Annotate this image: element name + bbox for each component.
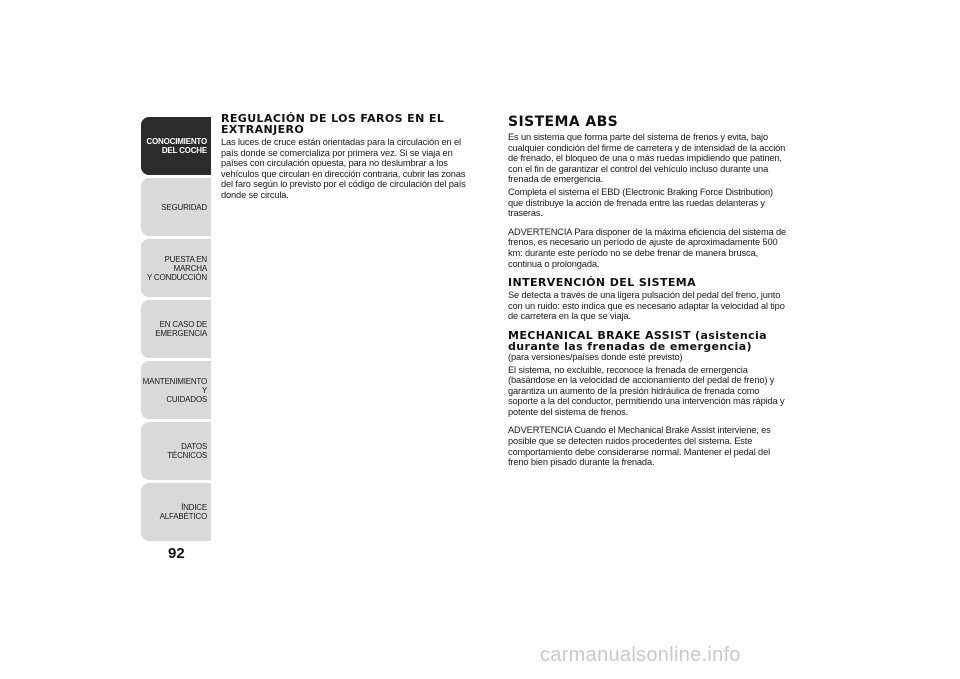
paragraph-faros: Las luces de cruce están orientadas para la circulación en el país donde se comercializa por primera vez. Si se viaja en países con circulación opuesta, para no deslumbrar a los vehículos que circulan en dirección contraria, cubrir las zonas del faro según lo previsto por el código de circulación del país donde se circula. [221, 137, 466, 200]
tab-datos-tecnicos[interactable]: DATOS TÉCNICOS [141, 422, 211, 480]
paragraph-mba: El sistema, no excluible, reconoce la frenada de emergencia (basándose en la velocidad de accionamiento del pedal de freno) y garantiza un aumento de la presión hidráulica de frenada como soporte a la del conductor, permitiendo una intervención más rápida y potente del sistema de frenos. [508, 364, 785, 417]
tab-en-caso-de-emergencia[interactable]: EN CASO DE EMERGENCIA [141, 300, 211, 358]
warning-mba-ruidos: ADVERTENCIA Cuando el Mechanical Brake Assist interviene, es posible que se detecten ruidos procedentes del sistema. Este comportamiento debe considerarse normal. Mantener el pedal del freno bien pisado durante la frenada. [508, 425, 771, 468]
paragraph-abs-intro: Es un sistema que forma parte del sistema de frenos y evita, bajo cualquier condición del firme de carretera y de intensidad de la acción de frenado, el bloqueo de una o más ruedas impidiendo que patinen, con el fin de garantizar el control del vehículo incluso durante una frenada de emergencia. [508, 132, 786, 185]
section-heading-intervencion: INTERVENCIÓN DEL SISTEMA [508, 276, 697, 290]
tab-indice-alfabetico[interactable]: ÍNDICE ALFABÉTICO [141, 483, 211, 541]
tab-seguridad[interactable]: SEGURIDAD [141, 178, 211, 236]
section-heading-faros: REGULACIÓN DE LOS FAROS EN EL EXTRANJERO [221, 112, 445, 136]
paragraph-intervencion: Se detecta a través de una ligera pulsación del pedal del freno, junto con un ruido: esto indica que es necesario adaptar la velocidad al tipo de carretera en la que se viaja. [508, 290, 785, 322]
tab-puesta-en-marcha[interactable]: PUESTA EN MARCHA Y CONDUCCIÓN [141, 239, 211, 297]
tab-conocimiento-del-coche[interactable]: CONOCIMIENTO DEL COCHE [141, 117, 211, 175]
paragraph-mba-versiones: (para versiones/países donde esté previsto) [508, 351, 683, 362]
section-heading-mba: MECHANICAL BRAKE ASSIST (asistencia durante las frenadas de emergencia) [508, 328, 768, 353]
page-number: 92 [168, 545, 185, 562]
section-title-abs: SISTEMA ABS [508, 114, 619, 130]
left-column [221, 113, 473, 201]
right-column [508, 113, 788, 468]
tab-mantenimiento[interactable]: MANTENIMIENTO Y CUIDADOS [141, 361, 211, 419]
paragraph-ebd: Completa el sistema el EBD (Electronic Braking Force Distribution) que distribuye la acción de frenada entre las ruedas delanteras y traseras. [508, 186, 773, 219]
warning-ajuste-frenos: ADVERTENCIA Para disponer de la máxima eficiencia del sistema de frenos, es necesario un período de ajuste de aproximadamente 500 km: durante este período no se debe frenar de manera brusca, continua o prolongada. [508, 226, 787, 269]
watermark: carmanualsonline.info [540, 644, 741, 666]
